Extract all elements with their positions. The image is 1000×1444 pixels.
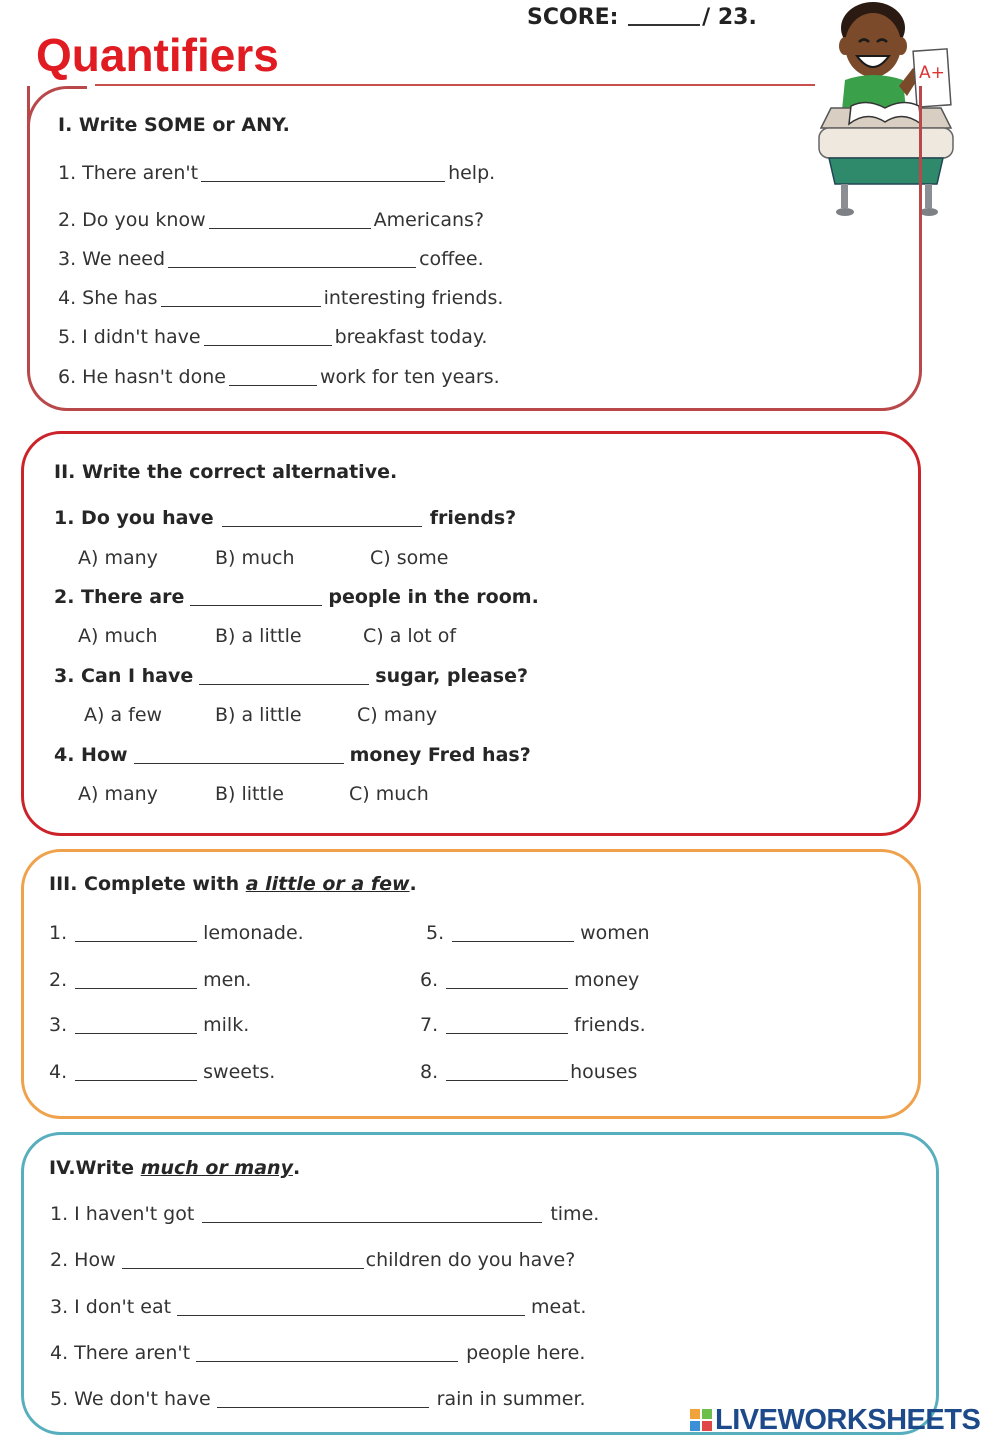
item-ending: time. — [550, 1203, 600, 1225]
item-number: 6. — [420, 969, 439, 991]
section1-item — [58, 326, 487, 348]
answer-blank[interactable] — [446, 1015, 568, 1034]
item-ending: rain in summer. — [436, 1388, 586, 1410]
section1-item — [58, 209, 484, 231]
item-word: friends. — [574, 1014, 646, 1036]
option-a[interactable]: A) a few — [84, 704, 163, 726]
answer-blank[interactable] — [446, 1062, 568, 1081]
option-a[interactable]: A) many — [78, 783, 158, 805]
option-c[interactable]: C) a lot of — [363, 625, 457, 647]
heading-period: . — [409, 873, 417, 895]
option-b[interactable]: B) a little — [215, 704, 302, 726]
item-prompt: 1. I haven't got — [50, 1203, 195, 1225]
option-b[interactable]: B) a little — [215, 625, 302, 647]
section4-item — [50, 1342, 585, 1364]
answer-blank[interactable] — [452, 923, 574, 942]
section4-item — [50, 1388, 586, 1410]
answer-blank[interactable] — [201, 163, 445, 182]
item-prompt: 6. He hasn't done — [58, 366, 226, 388]
item-ending: help. — [448, 162, 496, 184]
option-b[interactable]: B) little — [215, 783, 284, 805]
item-number: 5. — [426, 922, 445, 944]
answer-blank[interactable] — [199, 666, 369, 685]
item-prompt: 4. There aren't — [50, 1342, 191, 1364]
section4-item — [50, 1296, 586, 1318]
item-prompt: 1. There aren't — [58, 162, 199, 184]
answer-blank[interactable] — [75, 1015, 197, 1034]
question-prompt: 2. There are — [54, 586, 185, 608]
item-ending: work for ten years. — [319, 366, 500, 388]
item-ending: people here. — [466, 1342, 586, 1364]
item-number: 7. — [420, 1014, 439, 1036]
question-ending: money Fred has? — [349, 744, 531, 766]
section2-question — [54, 744, 531, 766]
heading-text: III. Complete with — [49, 873, 240, 895]
item-word: milk. — [203, 1014, 250, 1036]
item-word: money — [574, 969, 640, 991]
option-b[interactable]: B) much — [215, 547, 295, 569]
score-field — [527, 4, 757, 30]
section4-item — [50, 1203, 599, 1225]
liveworksheets-logo[interactable] — [690, 1404, 980, 1437]
item-word: women — [580, 922, 650, 944]
section1-heading: I. Write SOME or ANY. — [58, 114, 290, 136]
answer-blank[interactable] — [204, 327, 332, 346]
item-ending: breakfast today. — [334, 326, 488, 348]
item-number: 8. — [420, 1061, 439, 1083]
item-prompt: 5. I didn't have — [58, 326, 201, 348]
item-word: lemonade. — [203, 922, 304, 944]
grade-text: A+ — [919, 63, 945, 83]
question-ending: sugar, please? — [375, 665, 528, 687]
answer-blank[interactable] — [75, 1062, 197, 1081]
section3-item — [420, 1061, 637, 1083]
heading-text: IV.Write — [49, 1157, 135, 1179]
section3-item — [49, 1014, 249, 1036]
option-c[interactable]: C) many — [357, 704, 438, 726]
section3-item — [49, 922, 304, 944]
item-ending: Americans? — [373, 209, 485, 231]
item-number: 3. — [49, 1014, 68, 1036]
answer-blank[interactable] — [75, 923, 197, 942]
answer-blank[interactable] — [177, 1297, 525, 1316]
section4-heading — [49, 1157, 300, 1179]
question-prompt: 1. Do you have — [54, 507, 214, 529]
answer-blank[interactable] — [190, 587, 322, 606]
item-number: 4. — [49, 1061, 68, 1083]
answer-blank[interactable] — [161, 288, 321, 307]
option-c[interactable]: C) much — [349, 783, 429, 805]
section3-item — [49, 969, 251, 991]
answer-blank[interactable] — [229, 367, 317, 386]
section3-item — [426, 922, 650, 944]
section1-item — [58, 248, 484, 270]
item-prompt: 5. We don't have — [50, 1388, 211, 1410]
item-ending: children do you have? — [365, 1249, 576, 1271]
logo-text: LIVEWORKSHEETS — [715, 1404, 981, 1436]
score-label: SCORE: — [527, 5, 619, 30]
question-ending: friends? — [429, 507, 517, 529]
question-prompt: 4. How — [54, 744, 128, 766]
item-ending: interesting friends. — [323, 287, 504, 309]
answer-blank[interactable] — [134, 745, 344, 764]
item-prompt: 2. Do you know — [58, 209, 206, 231]
heading-emphasis: a little or a few — [245, 873, 410, 895]
section1-item — [58, 366, 500, 388]
item-prompt: 3. We need — [58, 248, 166, 270]
item-ending: coffee. — [419, 248, 484, 270]
item-prompt: 2. How — [50, 1249, 116, 1271]
item-prompt: 4. She has — [58, 287, 158, 309]
section4-item — [50, 1249, 575, 1271]
answer-blank[interactable] — [168, 249, 416, 268]
section3-item — [420, 1014, 646, 1036]
item-word: men. — [203, 969, 252, 991]
score-total: / 23. — [702, 5, 757, 30]
item-number: 1. — [49, 922, 68, 944]
heading-period: . — [292, 1157, 301, 1179]
page-title: Quantifiers — [36, 29, 279, 81]
section2-question — [54, 586, 539, 608]
item-word: sweets. — [203, 1061, 276, 1083]
question-prompt: 3. Can I have — [54, 665, 194, 687]
answer-blank[interactable] — [209, 210, 371, 229]
section1-item — [58, 287, 503, 309]
item-word: houses — [570, 1061, 638, 1083]
section2-question — [54, 665, 528, 687]
item-prompt: 3. I don't eat — [50, 1296, 172, 1318]
option-a[interactable]: A) many — [78, 547, 158, 569]
section3-item — [420, 969, 639, 991]
answer-blank[interactable] — [75, 970, 197, 989]
answer-blank[interactable] — [202, 1204, 542, 1223]
score-blank[interactable] — [628, 4, 700, 26]
answer-blank[interactable] — [122, 1250, 364, 1269]
option-c[interactable]: C) some — [370, 547, 449, 569]
section2-question — [54, 507, 516, 529]
item-ending: meat. — [531, 1296, 587, 1318]
answer-blank[interactable] — [196, 1343, 458, 1362]
section1-item — [58, 162, 495, 184]
section3-heading — [49, 873, 417, 895]
answer-blank[interactable] — [222, 508, 422, 527]
answer-blank[interactable] — [217, 1389, 429, 1408]
logo-grid-icon — [690, 1409, 712, 1431]
item-number: 2. — [49, 969, 68, 991]
section2-heading: II. Write the correct alternative. — [54, 461, 398, 483]
question-ending: people in the room. — [328, 586, 539, 608]
option-a[interactable]: A) much — [78, 625, 158, 647]
answer-blank[interactable] — [446, 970, 568, 989]
heading-emphasis: much or many — [140, 1157, 293, 1179]
section3-item — [49, 1061, 275, 1083]
